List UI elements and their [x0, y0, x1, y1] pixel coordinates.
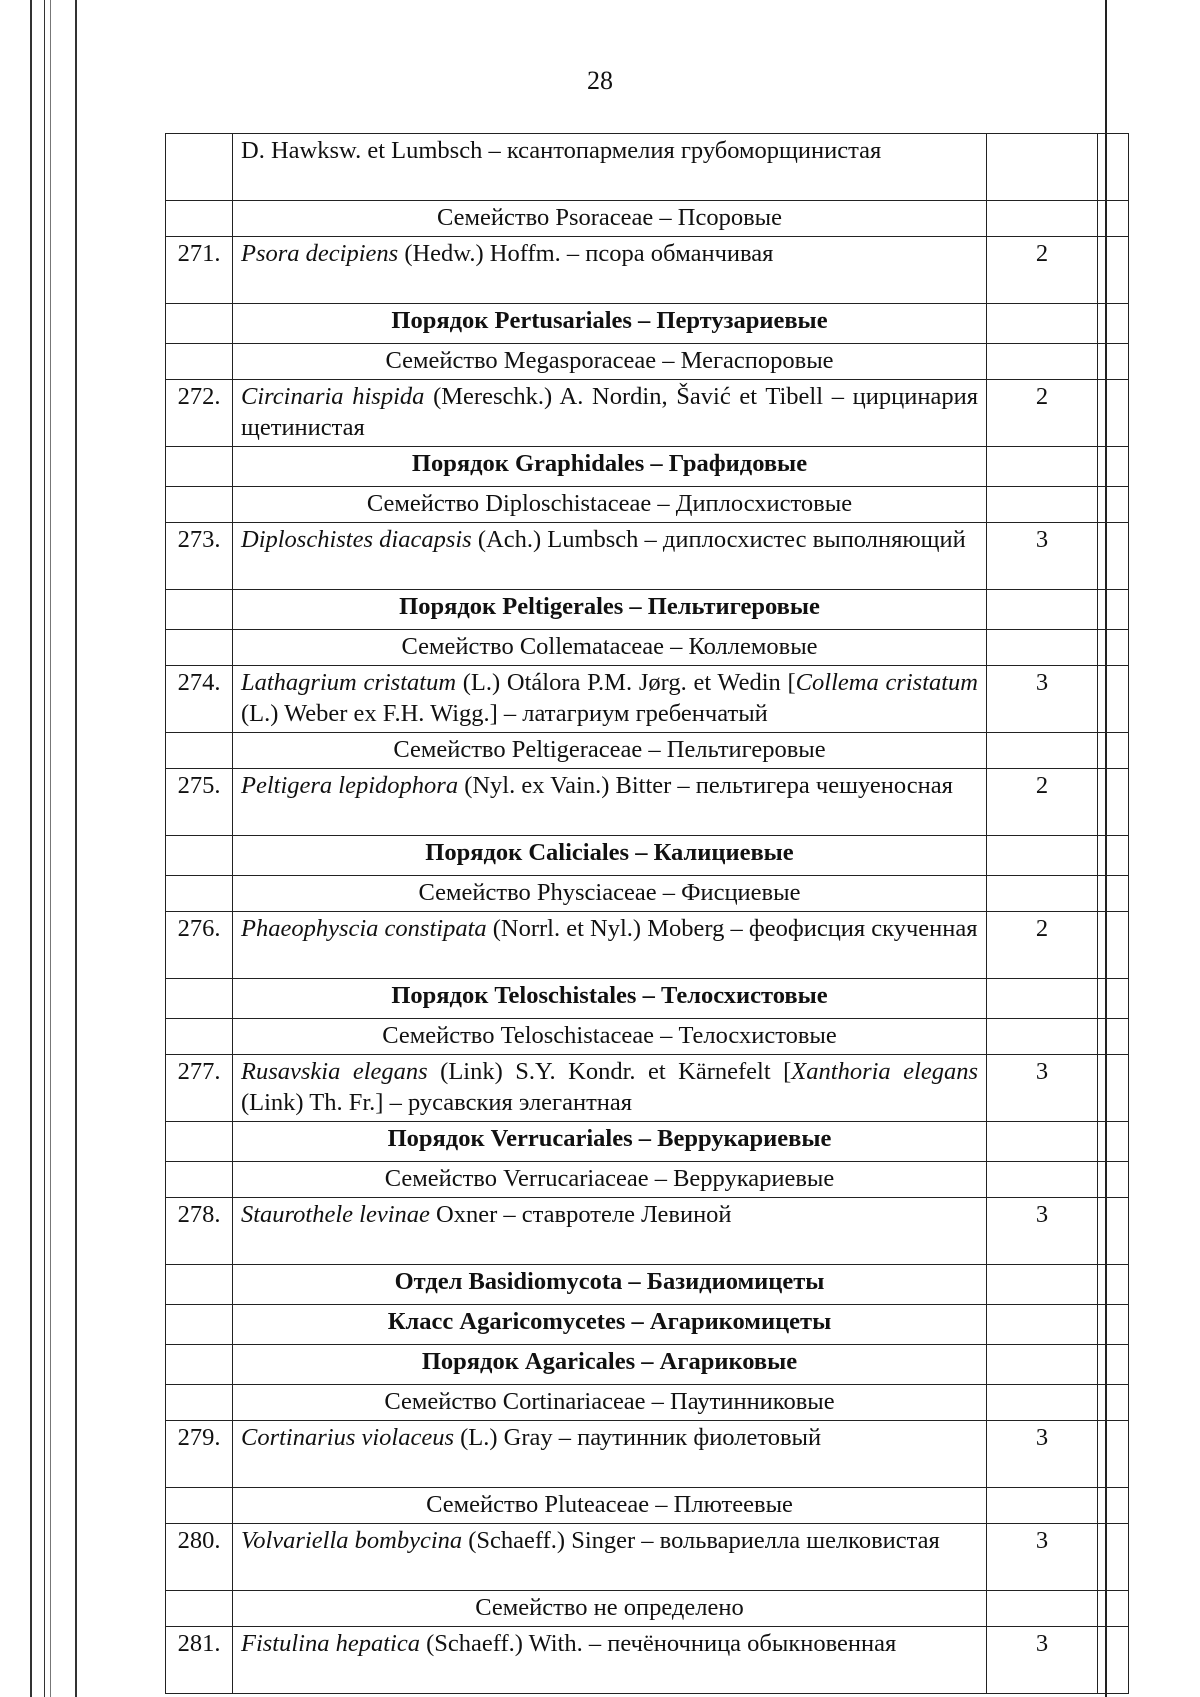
category-cell	[987, 979, 1098, 1019]
latin-name: Collema cristatum	[795, 669, 978, 696]
row-number	[166, 1019, 233, 1055]
family-row	[166, 1488, 1129, 1524]
margin-cell	[1098, 237, 1129, 304]
name-text: (Nyl. ex Vain.) Bitter – пельтигера чешуеносная	[458, 772, 953, 799]
category-cell	[987, 344, 1098, 380]
row-number	[166, 836, 233, 876]
taxon-header-row	[166, 1265, 1129, 1305]
row-number: 271.	[166, 237, 233, 304]
latin-name: Rusavskia elegans	[241, 1058, 428, 1085]
row-number	[166, 630, 233, 666]
species-row	[166, 769, 1129, 836]
category-cell	[987, 1162, 1098, 1198]
page-number: 28	[587, 66, 613, 95]
row-number	[166, 979, 233, 1019]
row-number	[166, 447, 233, 487]
margin-cell	[1098, 912, 1129, 979]
margin-cell	[1098, 769, 1129, 836]
taxon-header: Порядок Graphidales – Графидовые	[233, 447, 987, 487]
category-cell	[987, 836, 1098, 876]
row-number	[166, 1265, 233, 1305]
taxon-header: Порядок Peltigerales – Пельтигеровые	[233, 590, 987, 630]
family-row	[166, 487, 1129, 523]
margin-cell	[1098, 590, 1129, 630]
name-text: (Link) S.Y. Kondr. et Kärnefelt [	[427, 1058, 792, 1085]
species-name	[233, 1524, 987, 1591]
row-number	[166, 304, 233, 344]
taxon-header-row	[166, 1345, 1129, 1385]
category-cell	[987, 487, 1098, 523]
name-text: (Norrl. et Nyl.) Moberg – феофисция скученная	[486, 915, 978, 942]
family-name: Семейство Psoraceae – Псоровые	[233, 201, 987, 237]
row-number	[166, 876, 233, 912]
margin-cell	[1098, 1055, 1129, 1122]
margin-cell	[1098, 1162, 1129, 1198]
species-table-body	[166, 134, 1129, 1694]
taxon-header-row	[166, 836, 1129, 876]
row-number	[166, 1385, 233, 1421]
category-cell: 3	[987, 1524, 1098, 1591]
family-row	[166, 876, 1129, 912]
category-cell	[987, 447, 1098, 487]
row-number	[166, 344, 233, 380]
row-number: 275.	[166, 769, 233, 836]
row-number	[166, 1305, 233, 1345]
taxon-header-row	[166, 979, 1129, 1019]
latin-name: Volvariella bombycina	[241, 1527, 463, 1554]
row-number	[166, 1162, 233, 1198]
name-text: (Hedw.) Hoffm. – псора обманчивая	[398, 240, 774, 267]
row-number	[166, 201, 233, 237]
latin-name: Circinaria hispida	[241, 383, 425, 410]
latin-name: Fistulina hepatica	[241, 1630, 420, 1657]
species-name	[233, 1627, 987, 1694]
name-text: (Ach.) Lumbsch – диплосхистес выполняющий	[471, 526, 966, 553]
row-number: 274.	[166, 666, 233, 733]
row-number: 281.	[166, 1627, 233, 1694]
category-cell: 3	[987, 1198, 1098, 1265]
category-cell	[987, 1122, 1098, 1162]
family-name: Семейство не определено	[233, 1591, 987, 1627]
family-name: Семейство Peltigeraceae – Пельтигеровые	[233, 733, 987, 769]
species-row	[166, 237, 1129, 304]
margin-cell	[1098, 380, 1129, 447]
taxon-header-row	[166, 1122, 1129, 1162]
category-cell: 2	[987, 380, 1098, 447]
category-cell: 2	[987, 912, 1098, 979]
species-name	[233, 912, 987, 979]
category-cell: 3	[987, 1421, 1098, 1488]
margin-cell	[1098, 344, 1129, 380]
margin-cell	[1098, 1019, 1129, 1055]
species-name	[233, 380, 987, 447]
row-number: 272.	[166, 380, 233, 447]
row-number: 278.	[166, 1198, 233, 1265]
margin-cell	[1098, 1305, 1129, 1345]
taxon-header-row	[166, 1305, 1129, 1345]
taxon-header-row	[166, 590, 1129, 630]
species-name	[233, 666, 987, 733]
species-row	[166, 1627, 1129, 1694]
taxon-header: Порядок Verrucariales – Веррукариевые	[233, 1122, 987, 1162]
row-number	[166, 1122, 233, 1162]
family-name: Семейство Diploschistaceae – Диплосхистовые	[233, 487, 987, 523]
taxon-header: Отдел Basidiomycota – Базидиомицеты	[233, 1265, 987, 1305]
species-table	[165, 133, 1129, 1694]
margin-cell	[1098, 1265, 1129, 1305]
row-number	[166, 1488, 233, 1524]
margin-cell	[1098, 1488, 1129, 1524]
family-row	[166, 1385, 1129, 1421]
name-text: (Schaeff.) Singer – вольвариелла шелковистая	[462, 1527, 940, 1554]
category-cell	[987, 630, 1098, 666]
latin-name: Xanthoria elegans	[791, 1058, 978, 1085]
margin-cell	[1098, 979, 1129, 1019]
species-row	[166, 1198, 1129, 1265]
species-row	[166, 134, 1129, 201]
family-name: Семейство Verrucariaceae – Веррукариевые	[233, 1162, 987, 1198]
name-text: Oxner – ставротеле Левиной	[429, 1201, 732, 1228]
taxon-header: Порядок Teloschistales – Телосхистовые	[233, 979, 987, 1019]
latin-name: Lathagrium cristatum	[241, 669, 457, 696]
category-cell	[987, 1305, 1098, 1345]
latin-name: Psora decipiens	[241, 240, 399, 267]
name-text: (Mereschk.) A. Nordin, Šavić et Tibell – цирцинария щетинистая	[241, 383, 978, 441]
name-text: (Schaeff.) With. – печёночница обыкновенная	[419, 1630, 897, 1657]
category-cell	[987, 304, 1098, 344]
name-text: D. Hawksw. et Lumbsch – ксантопармелия грубоморщинистая	[241, 137, 882, 164]
taxon-header-row	[166, 304, 1129, 344]
row-number: 280.	[166, 1524, 233, 1591]
family-name: Семейство Megasporaceae – Мегаспоровые	[233, 344, 987, 380]
family-row	[166, 630, 1129, 666]
latin-name: Staurothele levinae	[241, 1201, 430, 1228]
species-row	[166, 666, 1129, 733]
category-cell: 3	[987, 523, 1098, 590]
latin-name: Diploschistes diacapsis	[241, 526, 472, 553]
taxon-header: Порядок Pertusariales – Пертузариевые	[233, 304, 987, 344]
taxon-header: Порядок Agaricales – Агариковые	[233, 1345, 987, 1385]
category-cell	[987, 1345, 1098, 1385]
row-number: 277.	[166, 1055, 233, 1122]
species-row	[166, 1055, 1129, 1122]
species-name	[233, 1198, 987, 1265]
row-number	[166, 733, 233, 769]
category-cell	[987, 134, 1098, 201]
species-row	[166, 380, 1129, 447]
category-cell	[987, 590, 1098, 630]
family-row	[166, 733, 1129, 769]
margin-cell	[1098, 876, 1129, 912]
species-name	[233, 1055, 987, 1122]
taxon-header: Порядок Caliciales – Калициевые	[233, 836, 987, 876]
row-number: 273.	[166, 523, 233, 590]
name-text: (L.) Otálora P.M. Jørg. et Wedin [	[456, 669, 796, 696]
margin-cell	[1098, 201, 1129, 237]
family-row	[166, 344, 1129, 380]
margin-cell	[1098, 134, 1129, 201]
margin-cell	[1098, 523, 1129, 590]
row-number	[166, 1591, 233, 1627]
species-name	[233, 1421, 987, 1488]
margin-cell	[1098, 1627, 1129, 1694]
category-cell	[987, 1591, 1098, 1627]
margin-cell	[1098, 1345, 1129, 1385]
category-cell	[987, 201, 1098, 237]
category-cell: 2	[987, 769, 1098, 836]
row-number	[166, 590, 233, 630]
category-cell	[987, 733, 1098, 769]
margin-cell	[1098, 666, 1129, 733]
species-name	[233, 134, 987, 201]
margin-cell	[1098, 1524, 1129, 1591]
species-row	[166, 523, 1129, 590]
name-text: (L.) Weber ex F.H. Wigg.] – латагриум гребенчатый	[241, 700, 768, 727]
margin-cell	[1098, 733, 1129, 769]
margin-cell	[1098, 630, 1129, 666]
family-name: Семейство Physciaceae – Фисциевые	[233, 876, 987, 912]
family-name: Семейство Cortinariaceae – Паутинниковые	[233, 1385, 987, 1421]
category-cell	[987, 1019, 1098, 1055]
margin-cell	[1098, 836, 1129, 876]
category-cell	[987, 1488, 1098, 1524]
row-number	[166, 1345, 233, 1385]
family-row	[166, 201, 1129, 237]
row-number	[166, 487, 233, 523]
margin-cell	[1098, 1122, 1129, 1162]
category-cell: 3	[987, 1055, 1098, 1122]
category-cell: 2	[987, 237, 1098, 304]
latin-name: Phaeophyscia constipata	[241, 915, 487, 942]
family-name: Семейство Teloschistaceae – Телосхистовые	[233, 1019, 987, 1055]
margin-cell	[1098, 447, 1129, 487]
latin-name: Cortinarius violaceus	[241, 1424, 455, 1451]
name-text: (L.) Gray – паутинник фиолетовый	[454, 1424, 822, 1451]
species-row	[166, 1524, 1129, 1591]
family-row	[166, 1019, 1129, 1055]
margin-cell	[1098, 1385, 1129, 1421]
category-cell: 3	[987, 666, 1098, 733]
margin-cell	[1098, 1591, 1129, 1627]
margin-cell	[1098, 1421, 1129, 1488]
row-number	[166, 134, 233, 201]
name-text: (Link) Th. Fr.] – русавския элегантная	[241, 1089, 633, 1116]
family-row	[166, 1162, 1129, 1198]
species-name	[233, 523, 987, 590]
margin-cell	[1098, 1198, 1129, 1265]
row-number: 276.	[166, 912, 233, 979]
taxon-header: Класс Agaricomycetes – Агарикомицеты	[233, 1305, 987, 1345]
taxon-header-row	[166, 447, 1129, 487]
species-name	[233, 237, 987, 304]
category-cell	[987, 876, 1098, 912]
family-name: Семейство Pluteaceae – Плютеевые	[233, 1488, 987, 1524]
family-name: Семейство Collemataceae – Коллемовые	[233, 630, 987, 666]
category-cell	[987, 1265, 1098, 1305]
latin-name: Peltigera lepidophora	[241, 772, 459, 799]
category-cell: 3	[987, 1627, 1098, 1694]
margin-cell	[1098, 487, 1129, 523]
margin-cell	[1098, 304, 1129, 344]
species-row	[166, 912, 1129, 979]
category-cell	[987, 1385, 1098, 1421]
family-row	[166, 1591, 1129, 1627]
species-name	[233, 769, 987, 836]
scan-left-edge	[0, 0, 90, 1697]
species-row	[166, 1421, 1129, 1488]
row-number: 279.	[166, 1421, 233, 1488]
